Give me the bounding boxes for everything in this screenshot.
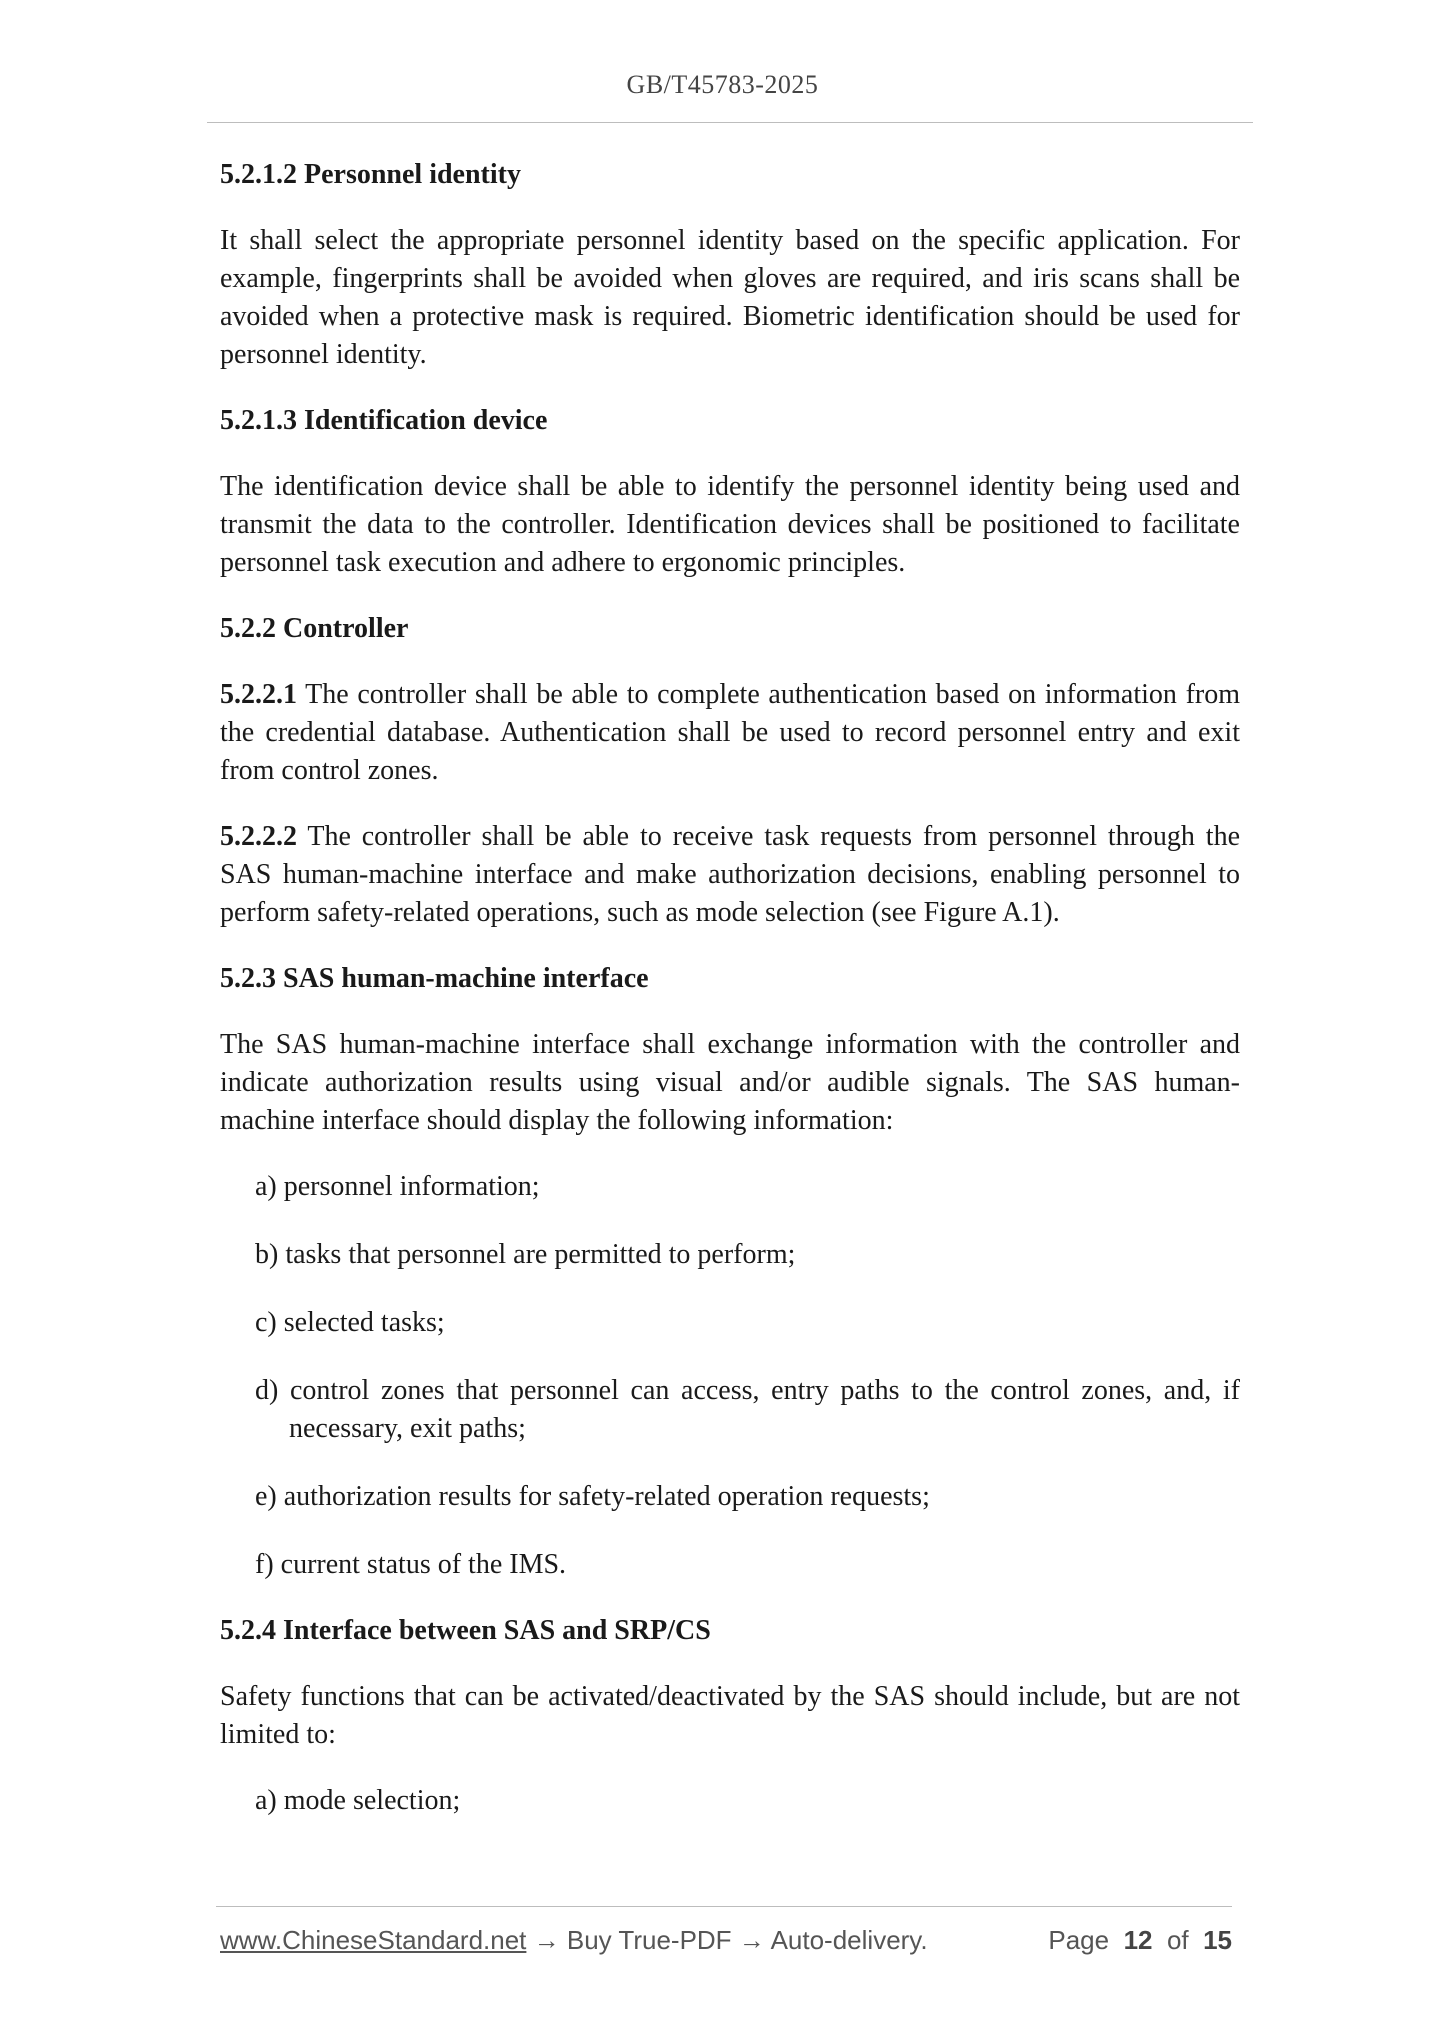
footer-divider: [216, 1906, 1232, 1907]
clause-number: 5.2.2.2: [220, 821, 297, 852]
list-item: c) selected tasks;: [255, 1307, 445, 1338]
clause-paragraph-5-2-2-1: [220, 676, 1240, 790]
clause-number: 5.2.2.1: [220, 679, 297, 710]
footer-tagline: → Buy True-PDF → Auto-delivery.: [526, 1925, 928, 1955]
list-item: d) control zones that personnel can access, entry paths to the control zones, and, if necessary, exit paths;: [255, 1375, 1240, 1444]
safety-functions-list: [220, 1782, 1240, 1820]
hmi-information-list: [220, 1168, 1240, 1584]
section-paragraph-5-2-1-3: The identification device shall be able to identify the personnel identity being used and transmit the data to the controller. Identification devices shall be positioned to facilitate personnel task execution and adhere to ergonomic principles.: [220, 471, 1240, 578]
page-label: Page: [1048, 1925, 1110, 1955]
section-paragraph-5-2-4: Safety functions that can be activated/deactivated by the SAS should include, but are not limited to:: [220, 1681, 1240, 1750]
header-divider: [207, 122, 1253, 123]
section-heading-5-2-2: 5.2.2 Controller: [220, 613, 409, 644]
section-paragraph-5-2-1-2: It shall select the appropriate personnel identity based on the specific application. For example, fingerprints shall be avoided when gloves are required, and iris scans shall be avoided when a protective mask is required. Biometric identification should be used for personnel identity.: [220, 225, 1240, 370]
list-item: f) current status of the IMS.: [255, 1549, 567, 1580]
list-item: e) authorization results for safety-related operation requests;: [255, 1481, 930, 1512]
clause-paragraph-5-2-2-2: [220, 818, 1240, 932]
footer-promo: [220, 1925, 928, 1956]
list-item: b) tasks that personnel are permitted to perform;: [255, 1239, 796, 1270]
page-number: [1048, 1925, 1232, 1956]
section-heading-5-2-1-3: 5.2.1.3 Identification device: [220, 405, 548, 436]
section-paragraph-5-2-3: The SAS human-machine interface shall exchange information with the controller and indicate authorization results using visual and/or audible signals. The SAS human-machine interface should display the following information:: [220, 1029, 1240, 1136]
document-body: [220, 156, 1240, 1848]
section-heading-5-2-1-2: 5.2.1.2 Personnel identity: [220, 159, 521, 190]
page-current: 12: [1123, 1925, 1153, 1955]
list-item: a) personnel information;: [255, 1171, 540, 1202]
document-code-header: GB/T45783-2025: [626, 70, 819, 99]
chinese-standard-link[interactable]: www.ChineseStandard.net: [220, 1925, 527, 1955]
page-of: of: [1166, 1925, 1189, 1955]
page-total: 15: [1203, 1925, 1232, 1955]
section-heading-5-2-3: 5.2.3 SAS human-machine interface: [220, 963, 649, 994]
clause-text: The controller shall be able to receive task requests from personnel through the SAS human-machine interface and make authorization decisions, enabling personnel to perform safety-related operations, such as mode selection (see Figure A.1).: [220, 821, 1240, 928]
section-heading-5-2-4: 5.2.4 Interface between SAS and SRP/CS: [220, 1615, 711, 1646]
clause-text: The controller shall be able to complete authentication based on information from the credential database. Authentication shall be used to record personnel entry and exit from control zones.: [220, 679, 1240, 786]
list-item: a) mode selection;: [255, 1785, 461, 1816]
